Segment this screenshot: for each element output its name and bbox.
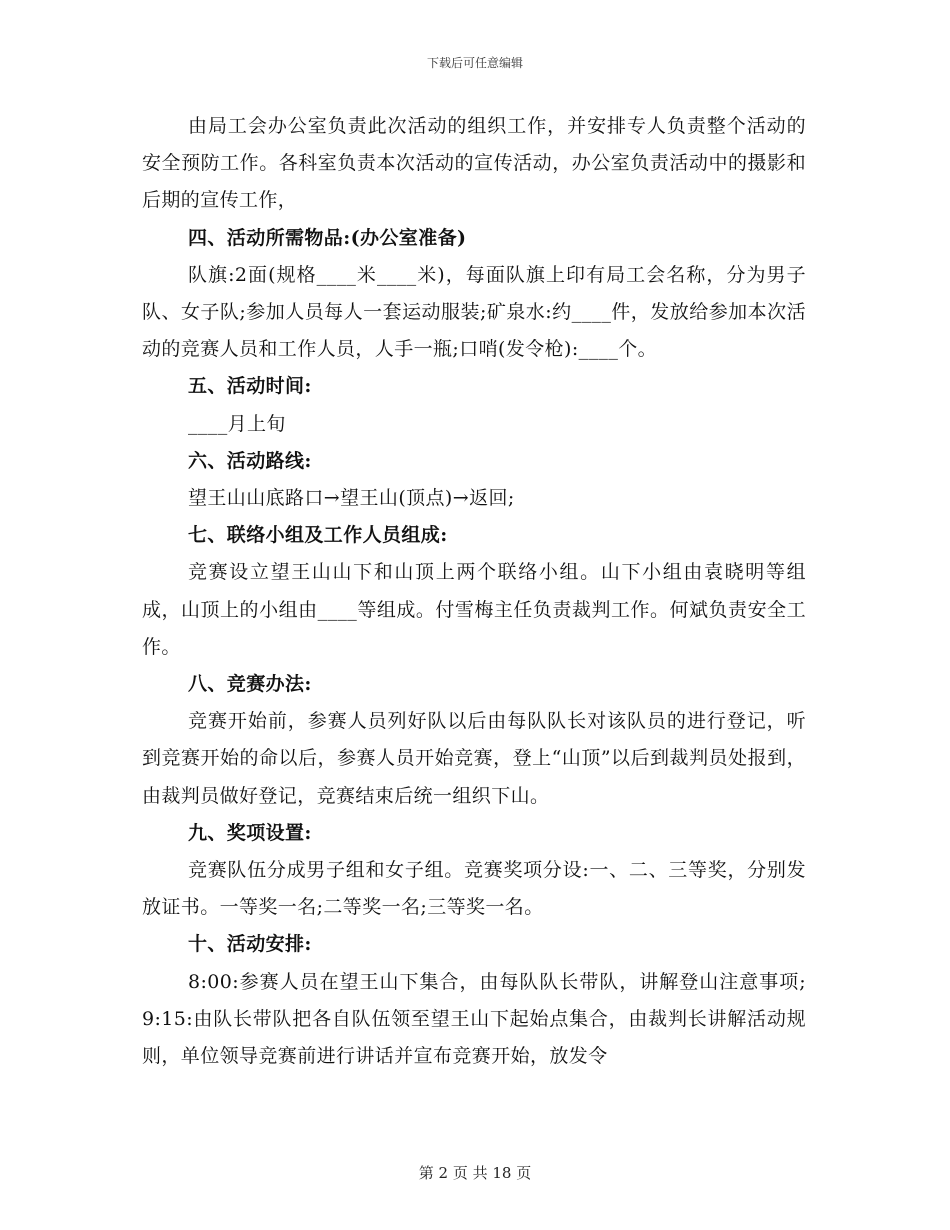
section-heading-schedule: 十、活动安排: [188,933,312,956]
paragraph-organization: 由局工会办公室负责此次活动的组织工作，并安排专人负责整个活动的安全预防工作。各科室负责本次活动的宣传活动，办公室负责活动中的摄影和后期的宣传工作， [142,115,806,212]
section-heading-staff: 七、联络小组及工作人员组成: [188,524,448,547]
paragraph-staff: 竞赛设立望王山山下和山顶上两个联络小组。山下小组由袁晓明等组成，山顶上的小组由____等组成。付雪梅主任负责裁判工作。何斌负责安全工作。 [142,561,806,658]
document-body [142,108,806,1075]
paragraph-time: ____月上旬 [188,412,286,435]
paragraph-route: 望王山山底路口→望王山(顶点)→返回; [188,487,515,510]
section-heading-route: 六、活动路线: [188,449,312,472]
paragraph-schedule: 8:00:参赛人员在望王山下集合，由每队队长带队，讲解登山注意事项;9:15:由队长带队把各自队伍领至望王山下起始点集合，由裁判长讲解活动规则，单位领导竞赛前进行讲话并宣布竞赛开始，放发令 [142,970,806,1068]
section-heading-rules: 八、竞赛办法: [188,673,312,696]
page-number: 第 2 页 共 18 页 [418,1164,532,1182]
section-heading-supplies: 四、活动所需物品:(办公室准备) [188,226,467,249]
paragraph-awards: 竞赛队伍分成男子组和女子组。竞赛奖项分设:一、二、三等奖，分别发放证书。一等奖一名;二等奖一名;三等奖一名。 [142,859,806,919]
paragraph-supplies: 队旗:2面(规格____米____米)，每面队旗上印有局工会名称，分为男子队、女子队;参加人员每人一套运动服装;矿泉水:约____件，发放给参加本次活动的竞赛人员和工作人员，人手一瓶;口哨(发令枪):____个。 [142,263,806,361]
paragraph-rules: 竞赛开始前，参赛人员列好队以后由每队队长对该队员的进行登记，听到竞赛开始的命以后，参赛人员开始竞赛，登上“山顶”以后到裁判员处报到，由裁判员做好登记，竞赛结束后统一组织下山。 [142,710,806,807]
header-note: 下载后可任意编辑 [426,56,523,70]
section-heading-time: 五、活动时间: [188,375,312,398]
section-heading-awards: 九、奖项设置: [188,821,312,844]
